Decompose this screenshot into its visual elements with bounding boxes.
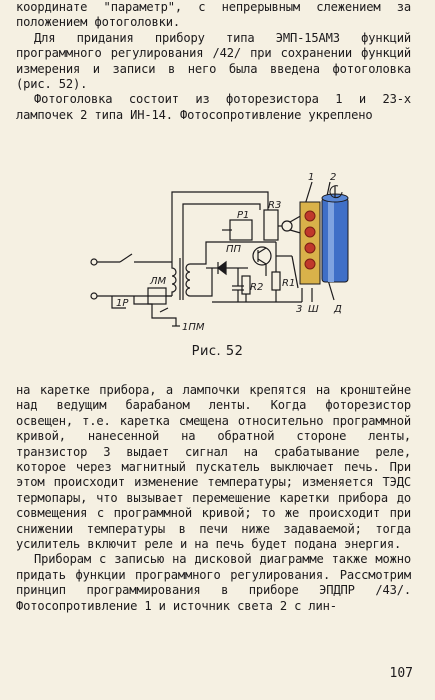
paragraph: Для придания прибору типа ЭМП-15АМ3 функций программного регулирования /42/ при сохранении функций измерения и записи в него была введена фотоголовка (рис. 52).	[16, 30, 411, 92]
label-sh: Ш	[308, 304, 319, 315]
label-num3: 3	[296, 304, 303, 315]
paragraph: на каретке прибора, а лампочки крепятся на кронштейне над ведущим барабаном ленты. Когда фоторезистор освещен, т.е. каретка смещена относительно программной кривой, нанесенной на обратной стороне ленты, транзистор 3 выдает сигнал на срабатывание реле, которое через магнитный пускатель выключает печь. При этом происходит изменение температуры; изменяется ТЭДС термопары, что вызывает перемешение каретки прибора до совмещения с программной кривой; то же происходит при снижении температуры в печи ниже задаваемой; тогда усилитель включит реле и на печь будет подана энергия.	[16, 383, 411, 552]
paragraph: координате "параметр", с непрерывным слежением за положением фотоголовки.	[16, 0, 411, 30]
page-number: 107	[389, 666, 413, 681]
figure-caption: Рис. 52	[191, 344, 244, 359]
label-num2: 2	[330, 172, 337, 183]
label-lm: ЛМ	[150, 276, 167, 287]
circuit-diagram	[72, 168, 372, 338]
label-1pm: 1ПМ	[182, 322, 205, 333]
paragraph: Приборам с записью на дисковой диаграмме также можно придать функции программного регулирования. Рассмотрим принцип программирования в приборе ЭПДПР /43/. Фотосопротивление 1 и источник света 2 с лин-	[16, 552, 411, 613]
label-d: Д	[334, 304, 342, 315]
label-r3: R3	[268, 200, 282, 211]
label-num1: 1	[308, 172, 315, 183]
label-pp: ПП	[226, 244, 242, 255]
paragraph: Фотоголовка состоит из фоторезистора 1 и 23-х лампочек 2 типа ИН-14. Фотосопротивление укреплено	[16, 92, 411, 122]
text-block-bottom	[16, 383, 411, 614]
label-1r: 1Р	[116, 298, 129, 309]
label-p1: P1	[237, 210, 250, 221]
text-block-top	[16, 0, 411, 123]
label-r2: R2	[250, 282, 264, 293]
label-r1: R1	[282, 278, 296, 289]
